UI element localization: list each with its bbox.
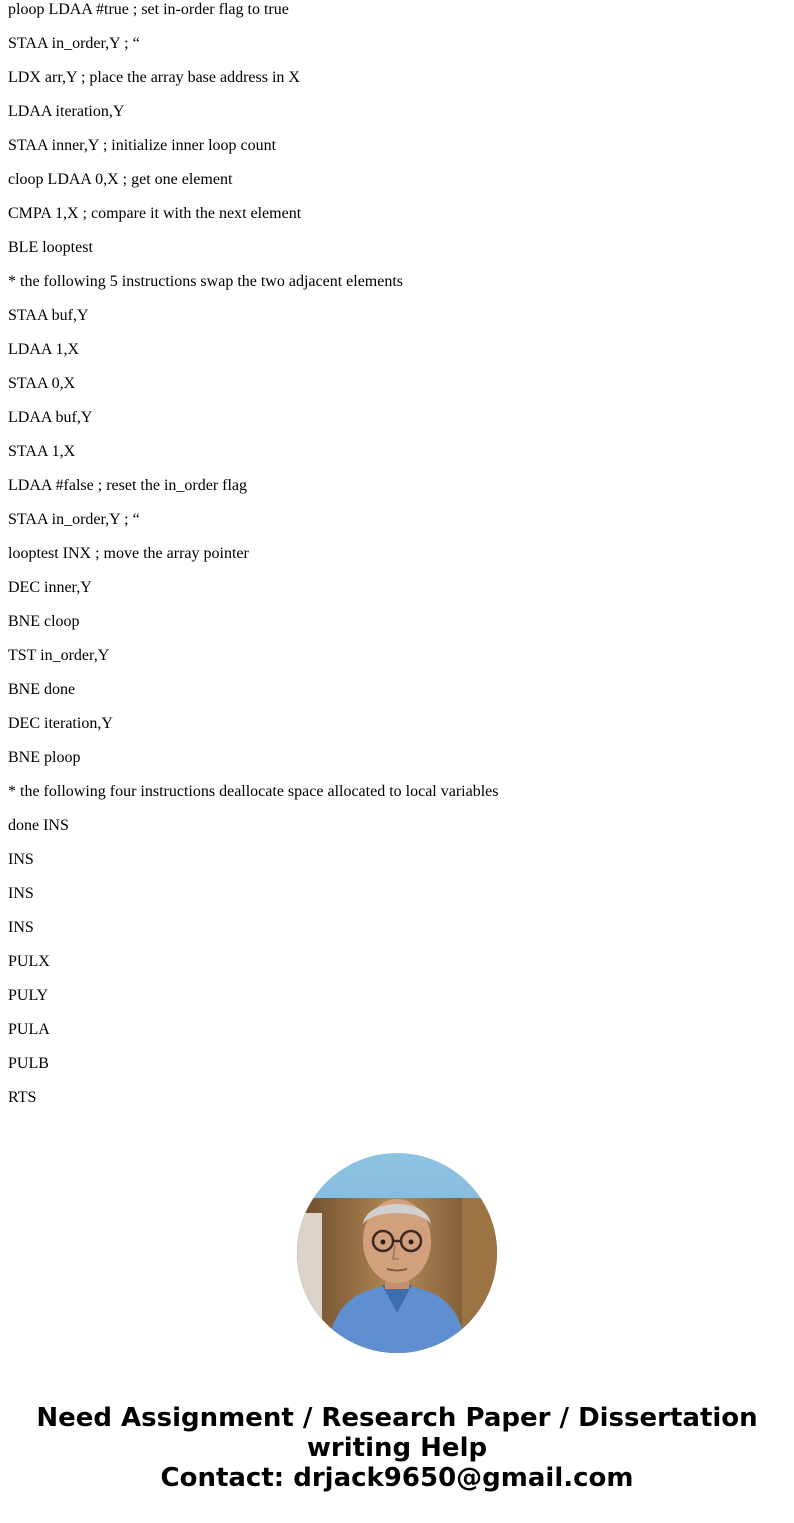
code-line: LDAA 1,X xyxy=(8,341,80,358)
code-line: INS xyxy=(8,919,34,936)
code-line: PULB xyxy=(8,1055,49,1072)
code-line: STAA 1,X xyxy=(8,443,76,460)
code-line: looptest INX ; move the array pointer xyxy=(8,545,249,562)
code-line: * the following four instructions deallocate space allocated to local variables xyxy=(8,783,499,800)
code-line: RTS xyxy=(8,1089,37,1106)
assembly-code-listing xyxy=(8,0,788,1122)
code-line: BNE cloop xyxy=(8,613,80,630)
code-line: LDX arr,Y ; place the array base address in X xyxy=(8,69,300,86)
contact-email-line: Contact: drjack9650@gmail.com xyxy=(160,1463,634,1493)
code-line: cloop LDAA 0,X ; get one element xyxy=(8,171,233,188)
code-line: LDAA iteration,Y xyxy=(8,103,125,120)
banner-line-1: Need Assignment / Research Paper / Dissertation xyxy=(36,1403,758,1433)
code-line: INS xyxy=(8,851,34,868)
code-line: STAA in_order,Y ; “ xyxy=(8,35,140,52)
code-line: DEC iteration,Y xyxy=(8,715,113,732)
code-line: LDAA #false ; reset the in_order flag xyxy=(8,477,248,494)
code-line: ploop LDAA #true ; set in-order flag to true xyxy=(8,1,289,18)
code-line: PULY xyxy=(8,987,49,1004)
code-line: INS xyxy=(8,885,34,902)
code-line: LDAA buf,Y xyxy=(8,409,93,426)
code-line: TST in_order,Y xyxy=(8,647,110,664)
code-line: BNE done xyxy=(8,681,76,698)
code-line: STAA 0,X xyxy=(8,375,76,392)
code-line: STAA inner,Y ; initialize inner loop count xyxy=(8,137,277,154)
code-line: done INS xyxy=(8,817,69,834)
contact-banner xyxy=(0,1403,794,1493)
code-line: STAA in_order,Y ; “ xyxy=(8,511,140,528)
code-line: PULX xyxy=(8,953,50,970)
code-line: CMPA 1,X ; compare it with the next element xyxy=(8,205,302,222)
banner-line-2: writing Help xyxy=(306,1433,488,1463)
code-line: PULA xyxy=(8,1021,50,1038)
code-line: DEC inner,Y xyxy=(8,579,92,596)
code-line: BNE ploop xyxy=(8,749,81,766)
code-line: BLE looptest xyxy=(8,239,93,256)
code-line: STAA buf,Y xyxy=(8,307,89,324)
code-line: * the following 5 instructions swap the two adjacent elements xyxy=(8,273,404,290)
author-avatar xyxy=(297,1153,497,1353)
